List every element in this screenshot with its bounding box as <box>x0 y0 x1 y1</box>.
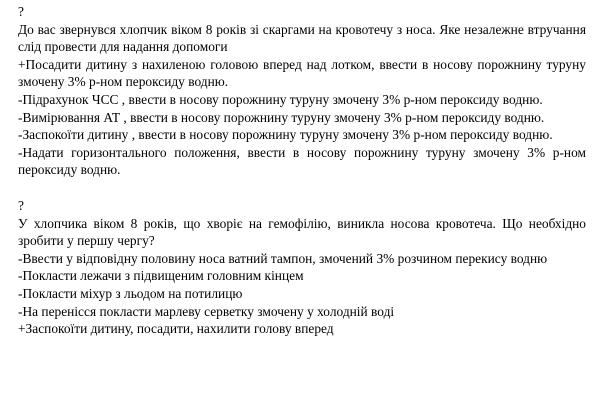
question-stem: У хлопчика віком 8 років, що хворіє на гемофілію, виникла носова кровотеча. Що необхідно зробити у першу чергу? <box>18 215 586 249</box>
answer-option: +Посадити дитину з нахиленою головою вперед над лотком, ввести в носову порожнину туруну змочену 3% р-ном пероксиду водню. <box>18 56 586 90</box>
answer-option: -Ввести у відповідну половину носа ватний тампон, змочений 3% розчином перекису водню <box>18 250 548 266</box>
answer-option: -Підрахунок ЧСС , ввести в носову порожнину туруну змочену 3% р-ном пероксиду водню. <box>18 91 543 107</box>
question-stem: До вас звернувся хлопчик віком 8 років зі скаргами на кровотечу з носа. Яке незалежне втручання слід провести для надання допомоги <box>18 21 586 55</box>
answer-option: -Вимірювання АТ , ввести в носову порожнину туруну змочену 3% р-ном пероксиду водню. <box>18 109 545 125</box>
question-1 <box>18 3 586 179</box>
answer-option: -На перенісся покласти марлеву серветку змочену у холодній воді <box>18 303 395 319</box>
answer-option: -Покласти лежачи з підвищеним головним кінцем <box>18 268 304 284</box>
question-marker: ? <box>18 4 24 19</box>
question-2 <box>18 197 586 338</box>
answer-option: -Заспокоїти дитину , ввести в носову порожнину туруну змочену 3% р-ном пероксиду водню. <box>18 127 553 143</box>
answer-option: +Заспокоїти дитину, посадити, нахилити голову вперед <box>18 321 334 337</box>
answer-option: -Покласти міхур з льодом на потилицю <box>18 285 243 301</box>
answer-option: -Надати горизонтального положення, ввести в носову порожнину туруну змочену 3% р-ном пероксиду водню. <box>18 144 586 178</box>
question-marker: ? <box>18 197 24 213</box>
